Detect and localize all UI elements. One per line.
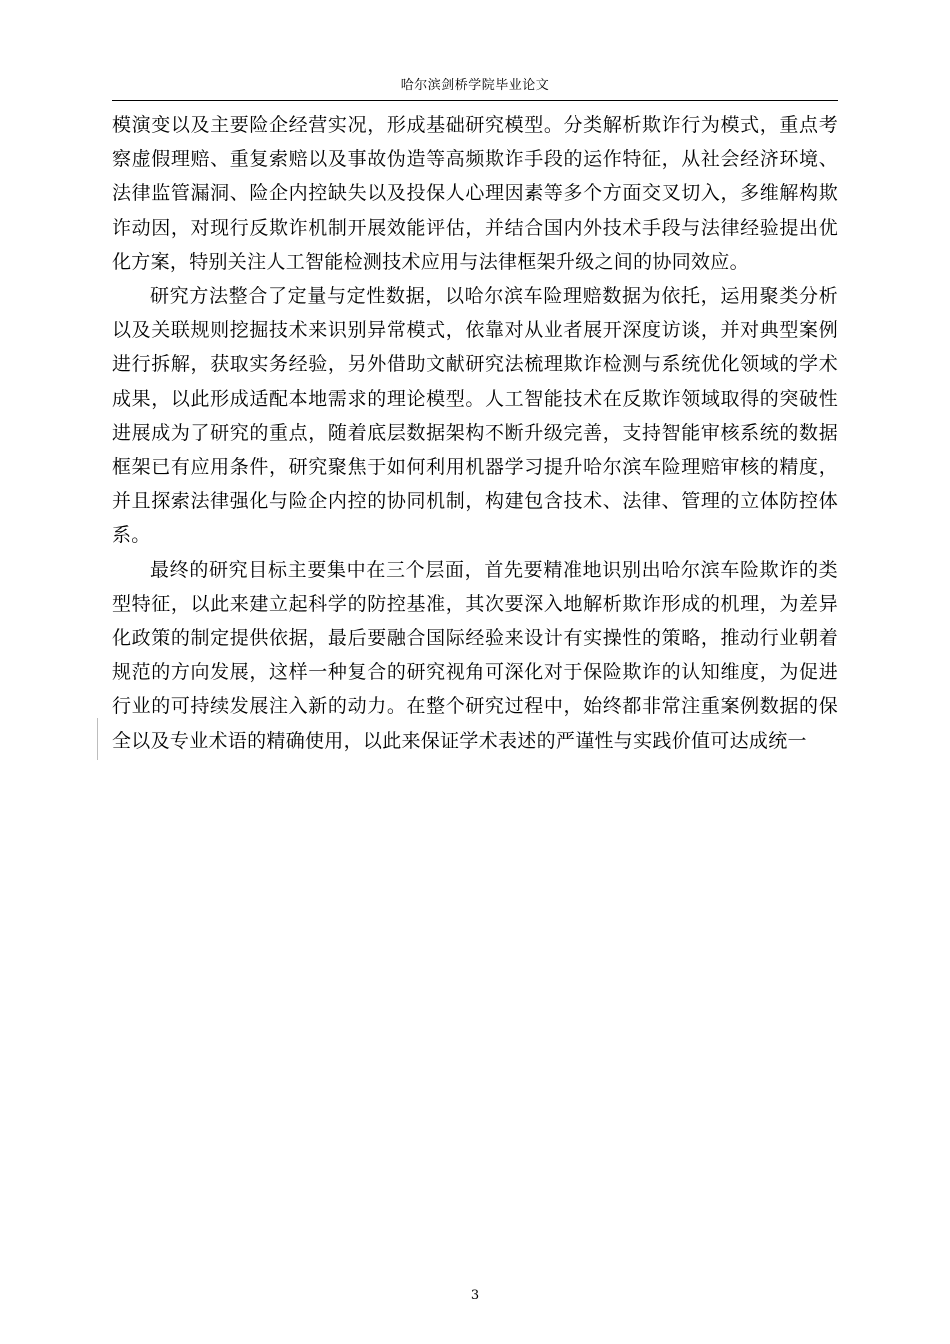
page-number: 3	[470, 1288, 480, 1303]
header-title: 哈尔滨剑桥学院毕业论文	[400, 78, 550, 93]
margin-mark	[97, 718, 98, 760]
paragraph-continued: 模演变以及主要险企经营实况，形成基础研究模型。分类解析欺诈行为模式，重点考察虚假理赔、重复索赔以及事故伪造等高频欺诈手段的运作特征，从社会经济环境、法律监管漏洞、险企内控缺失以及投保人心理因素等多个方面交叉切入，多维解构欺诈动因，对现行反欺诈机制开展效能评估，并结合国内外技术手段与法律经验提出优化方案，特别关注人工智能检测技术应用与法律框架升级之间的协同效应。	[112, 114, 838, 273]
body-text	[112, 108, 838, 758]
page-header	[112, 76, 838, 101]
paragraph-research-methods: 研究方法整合了定量与定性数据，以哈尔滨车险理赔数据为依托，运用聚类分析以及关联规则挖掘技术来识别异常模式，依靠对从业者展开深度访谈，并对典型案例进行拆解，获取实务经验，另外借助文献研究法梳理欺诈检测与系统优化领域的学术成果，以此形成适配本地需求的理论模型。人工智能技术在反欺诈领域取得的突破性进展成为了研究的重点，随着底层数据架构不断升级完善，支持智能审核系统的数据框架已有应用条件，研究聚焦于如何利用机器学习提升哈尔滨车险理赔审核的精度，并且探索法律强化与险企内控的协同机制，构建包含技术、法律、管理的立体防控体系。	[112, 285, 838, 547]
paragraph-research-goals: 最终的研究目标主要集中在三个层面，首先要精准地识别出哈尔滨车险欺诈的类型特征，以此来建立起科学的防控基准，其次要深入地解析欺诈形成的机理，为差异化政策的制定提供依据，最后要融合国际经验来设计有实操性的策略，推动行业朝着规范的方向发展，这样一种复合的研究视角可深化对于保险欺诈的认知维度，为促进行业的可持续发展注入新的动力。在整个研究过程中，始终都非常注重案例数据的保全以及专业术语的精确使用，以此来保证学术表述的严谨性与实践价值可达成统一	[112, 558, 838, 752]
